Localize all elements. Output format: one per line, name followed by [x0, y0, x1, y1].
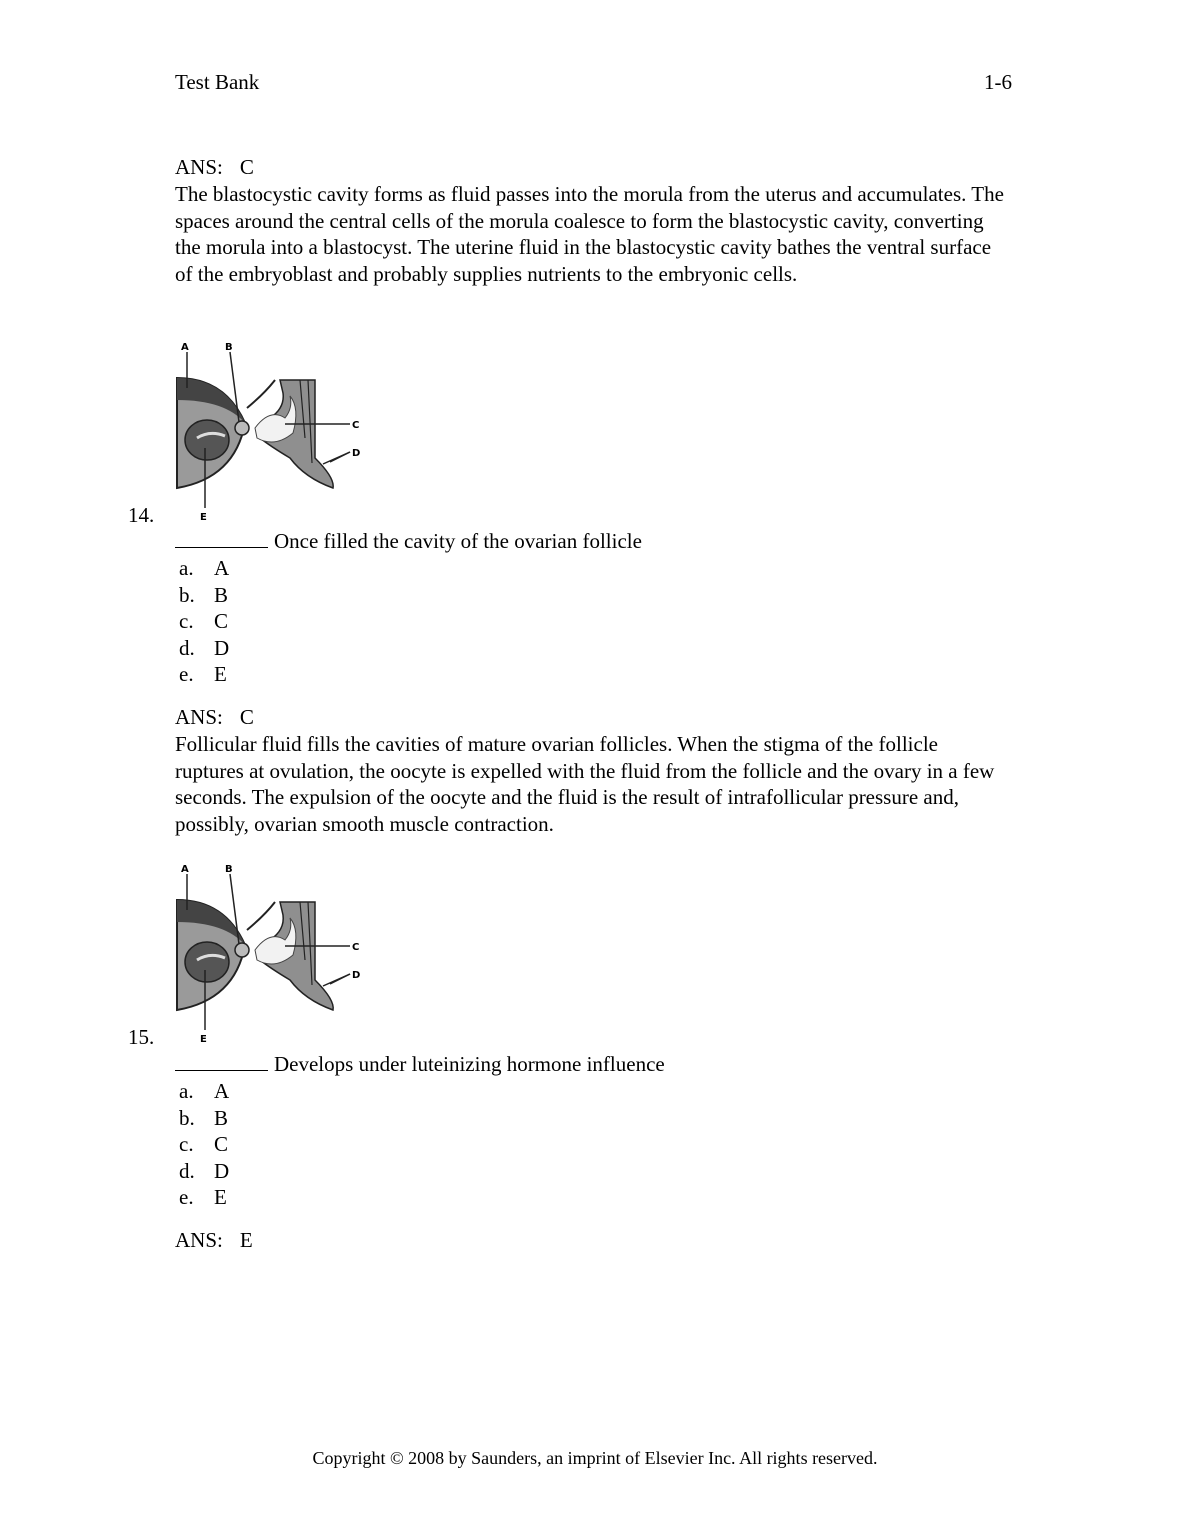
option-b: b. B — [179, 1105, 229, 1130]
answer-15 — [175, 1228, 253, 1253]
options-15 — [179, 1078, 229, 1211]
svg-text:B: B — [225, 864, 233, 875]
ovary-diagram-icon — [175, 338, 367, 523]
option-d: d. D — [179, 1158, 230, 1183]
option-e: e. E — [179, 1185, 227, 1209]
option-d: d. D — [179, 635, 230, 660]
svg-text:B: B — [225, 342, 233, 353]
svg-text:C: C — [352, 420, 360, 431]
option-c: c. C — [179, 1132, 229, 1156]
option-e: e. E — [179, 662, 227, 686]
answer-label: ANS: — [175, 1228, 223, 1252]
svg-text:E: E — [200, 512, 207, 523]
answer-value: C — [239, 155, 254, 179]
svg-text:D: D — [352, 970, 361, 981]
option-a: a. A — [179, 556, 230, 580]
copyright-footer: Copyright © 2008 by Saunders, an imprint of Elsevier Inc. All rights reserved. — [312, 1448, 878, 1468]
answer-blank — [175, 528, 268, 548]
svg-text:D: D — [352, 448, 361, 459]
answer-label: ANS: — [175, 155, 223, 179]
header-title: Test Bank — [175, 70, 260, 94]
option-c: c. C — [179, 609, 229, 633]
answer-label: ANS: — [175, 705, 223, 729]
rationale-14: Follicular fluid fills the cavities of mature ovarian follicles. When the stigma of the follicle ruptures at ovulation, the oocyte is expelled with the fluid from the follicle and the ovary in a few seconds. The expulsion of the oocyte and the fluid is the result of intrafollicular pressure and, possibly, ovarian smooth muscle contraction. — [175, 732, 995, 837]
svg-text:A: A — [181, 342, 189, 353]
ovary-diagram-icon — [175, 860, 367, 1045]
option-a: a. A — [179, 1079, 230, 1103]
option-b: b. B — [179, 582, 229, 607]
question-stem-14 — [175, 528, 642, 554]
svg-text:E: E — [200, 1034, 207, 1045]
stem-text: Develops under luteinizing hormone influence — [274, 1052, 665, 1076]
svg-text:A: A — [181, 864, 189, 875]
question-stem-15 — [175, 1051, 665, 1077]
question-number-14: 14. — [128, 503, 155, 527]
ovary-diagram-q14 — [175, 338, 367, 523]
answer-blank — [175, 1051, 268, 1071]
answer-14 — [175, 705, 254, 730]
ovary-diagram-q15 — [175, 860, 367, 1045]
question-number-15: 15. — [128, 1025, 155, 1049]
page-number: 1-6 — [984, 70, 1012, 94]
answer-value: E — [239, 1228, 253, 1252]
options-14 — [179, 555, 229, 688]
answer-value: C — [239, 705, 254, 729]
answer-prev — [175, 155, 254, 180]
svg-text:C: C — [352, 942, 360, 953]
stem-text: Once filled the cavity of the ovarian follicle — [274, 529, 642, 553]
rationale-prev: The blastocystic cavity forms as fluid passes into the morula from the uterus and accumulates. The spaces around the central cells of the morula coalesce to form the blastocystic cavity, converting the morula into a blastocyst. The uterine fluid in the blastocystic cavity bathes the ventral surface of the embryoblast and probably supplies nutrients to the embryonic cells. — [175, 182, 1004, 287]
